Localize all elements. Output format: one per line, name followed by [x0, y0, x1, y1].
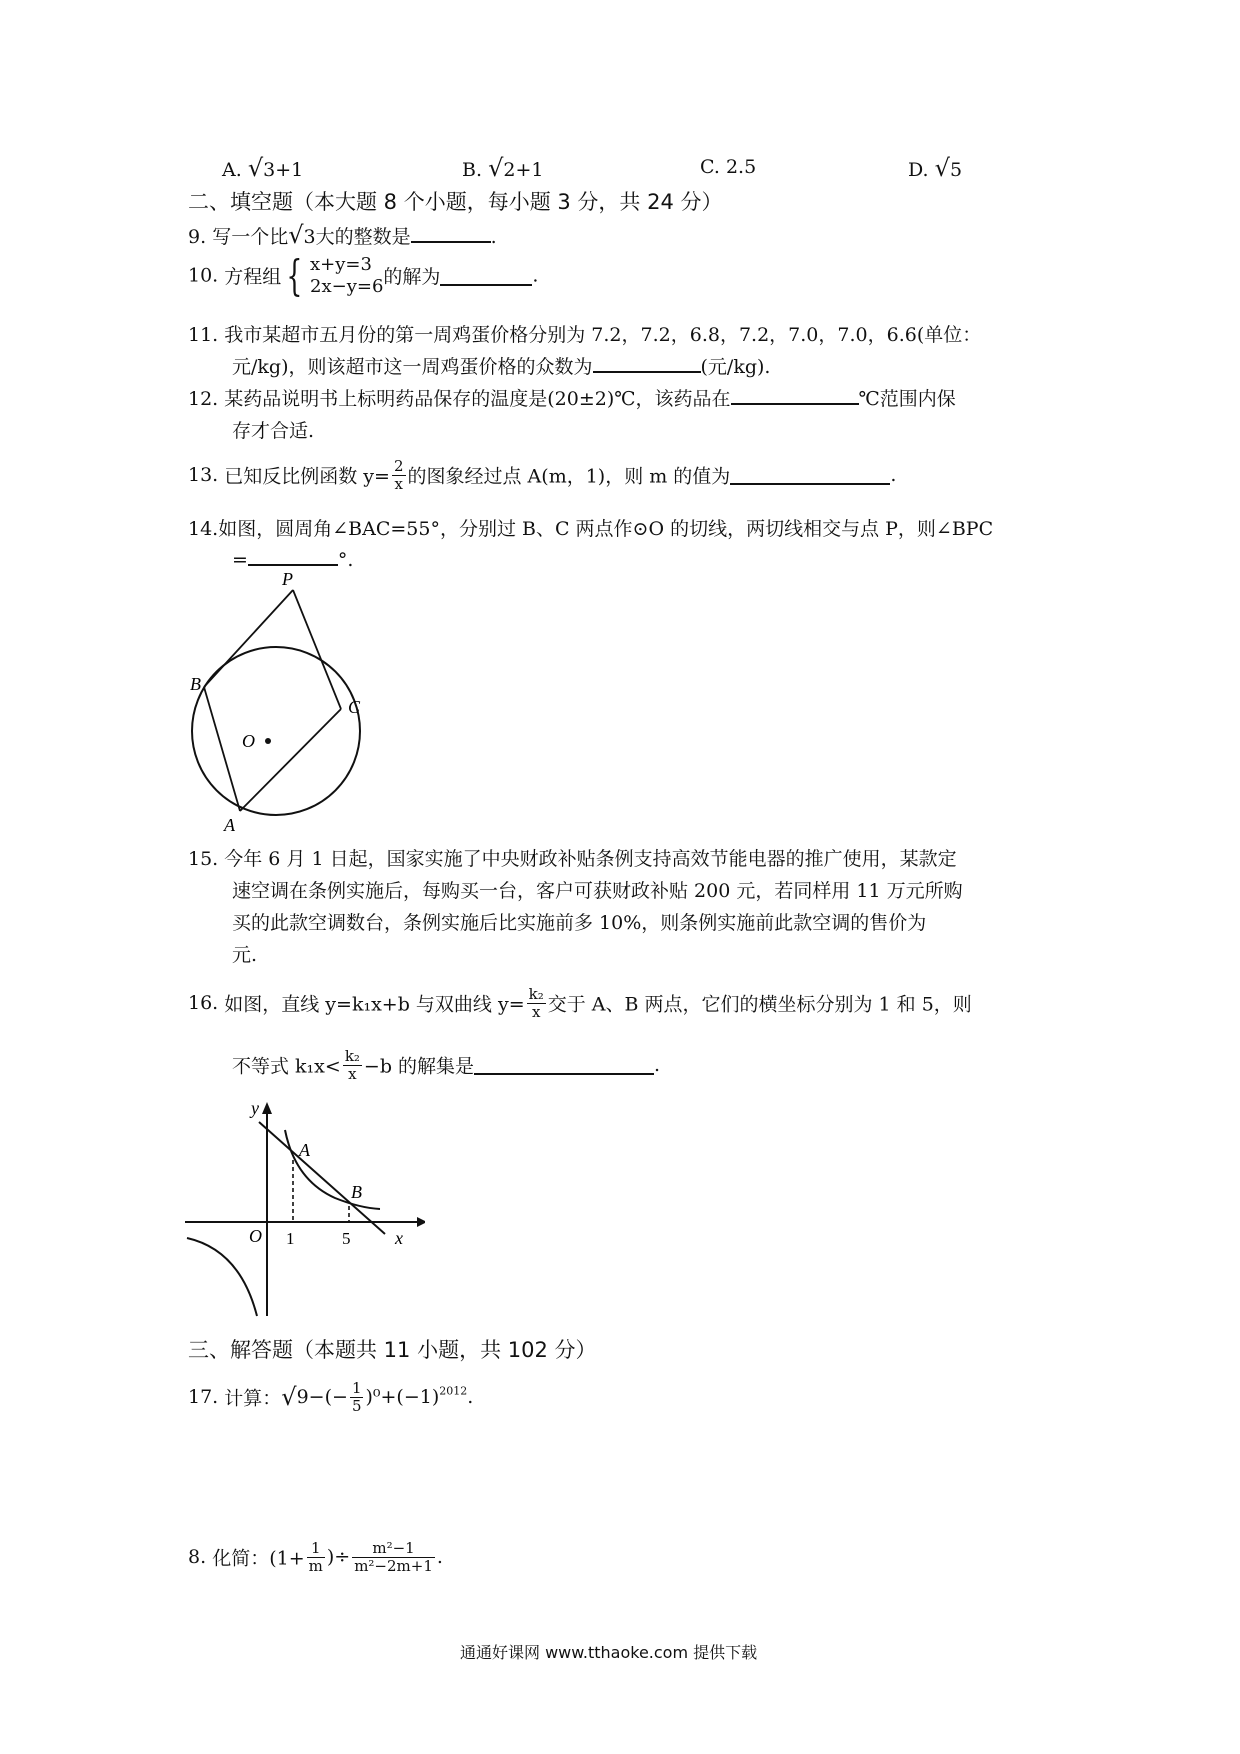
- fraction-numerator: m²−1: [352, 1540, 435, 1558]
- answer-blank: [248, 546, 338, 566]
- q14-line-2a: =: [232, 549, 248, 571]
- q16-end: .: [654, 1054, 661, 1076]
- equation-1: x+y=3: [310, 254, 372, 275]
- q12-line-1a: 某药品说明书上标明药品保存的温度是(20±2)℃，该药品在: [224, 388, 731, 410]
- sqrt-icon: √: [488, 154, 504, 182]
- fraction-numerator: k₂: [344, 1047, 360, 1065]
- q15-number: 15.: [188, 848, 219, 870]
- answer-blank: [411, 223, 491, 243]
- answer-blank: [730, 465, 890, 485]
- option-a-value: 3+1: [263, 159, 304, 181]
- q9-end: .: [490, 226, 497, 248]
- question-10: [188, 250, 539, 300]
- q16-line-2a: 不等式 k₁x<: [232, 1055, 341, 1078]
- hyperbola-branch-2: [187, 1238, 257, 1316]
- option-b-label: B.: [462, 159, 483, 181]
- q16-number: 16.: [188, 992, 219, 1014]
- option-c: [700, 156, 756, 178]
- label-c: C: [348, 697, 361, 717]
- option-a-label: A.: [222, 159, 242, 181]
- section3-heading: 三、解答题（本题共 11 小题，共 102 分）: [188, 1338, 597, 1362]
- q14-line-2b: °.: [337, 549, 354, 571]
- q10-end: .: [532, 264, 539, 287]
- q17-text-b: −(−: [308, 1386, 348, 1408]
- q18-text-a: 化简：(1+: [212, 1547, 305, 1570]
- q18-end: .: [436, 1546, 443, 1568]
- center-dot: [265, 738, 271, 744]
- q13-number: 13.: [188, 464, 219, 486]
- label-b: B: [190, 674, 201, 694]
- chord-ab: [204, 687, 240, 811]
- q11-line-2b: (元/kg).: [700, 356, 771, 378]
- equation-system: [310, 254, 383, 297]
- q15-line-2: 速空调在条例实施后，每购买一台，客户可获财政补贴 200 元，若同样用 11 万元所购: [232, 880, 963, 902]
- q17-text-a: 计算：: [224, 1387, 282, 1410]
- q9-radicand: 3: [303, 226, 316, 248]
- q14-line-1: 如图，圆周角∠BAC=55°，分别过 B、C 两点作⊙O 的切线，两切线相交与点 P，则∠BPC: [218, 518, 994, 540]
- q16-line-2b: −b 的解集是: [363, 1055, 475, 1078]
- q15-line-1: 今年 6 月 1 日起，国家实施了中央财政补贴条例支持高效节能电器的推广使用，某款定: [224, 848, 957, 870]
- tangent-line-b: [204, 590, 293, 687]
- label-origin: O: [249, 1226, 262, 1246]
- fraction-numerator: 2: [393, 457, 404, 475]
- label-p: P: [282, 569, 293, 589]
- fraction-denominator: m: [308, 1556, 323, 1575]
- fraction-denominator: x: [348, 1064, 357, 1083]
- q17-radicand: 9: [296, 1386, 309, 1408]
- fraction-numerator: 1: [307, 1540, 325, 1558]
- question-9: [188, 222, 497, 249]
- option-c-value: 2.5: [725, 156, 757, 178]
- answer-blank: [440, 266, 532, 286]
- line-y-k1x-b: [259, 1122, 385, 1234]
- option-b-value: 2+1: [503, 159, 544, 181]
- q12-line-2: 存才合适.: [232, 420, 315, 442]
- label-x: x: [395, 1228, 403, 1248]
- label-y: y: [251, 1100, 259, 1118]
- sqrt-icon: √: [288, 221, 304, 249]
- hyperbola-line-figure: [185, 1100, 425, 1325]
- fraction: [350, 1380, 364, 1414]
- option-b: [462, 156, 543, 181]
- equation-2: 2x−y=6: [310, 275, 384, 297]
- y-axis-arrow-icon: [262, 1102, 272, 1114]
- fraction-denominator: x: [531, 1002, 541, 1021]
- option-a: [222, 156, 303, 181]
- chord-ac: [240, 709, 341, 811]
- question-18: [188, 1540, 443, 1574]
- q13-end: .: [890, 464, 897, 486]
- q16-line-1b: 交于 A、B 两点，它们的横坐标分别为 1 和 5，则: [547, 993, 972, 1016]
- q9-text-b: 大的整数是: [315, 226, 411, 248]
- q10-text-b: 的解为: [383, 266, 441, 289]
- sqrt-icon: √: [934, 154, 950, 182]
- q17-exponent: 2012: [439, 1384, 468, 1398]
- section2-heading: 二、填空题（本大题 8 个小题，每小题 3 分，共 24 分）: [188, 190, 723, 214]
- label-point-a: A: [299, 1140, 310, 1160]
- footer-text: 通通好课网 www.tthaoke.com 提供下载: [460, 1643, 758, 1662]
- fraction: [527, 986, 546, 1020]
- q16-line-1a: 如图，直线 y=k₁x+b 与双曲线 y=: [224, 993, 525, 1016]
- answer-blank: [593, 353, 701, 373]
- fraction: [307, 1540, 325, 1574]
- option-d: [908, 156, 962, 181]
- question-15: [188, 844, 957, 871]
- fraction-denominator: x: [394, 474, 403, 493]
- q14-number: 14.: [188, 518, 219, 540]
- fraction: [343, 1048, 362, 1082]
- label-point-b: B: [351, 1182, 362, 1202]
- tangent-line-c: [293, 590, 341, 709]
- q18-number: 8.: [188, 1546, 207, 1568]
- answer-blank: [731, 385, 859, 405]
- q13-text-a: 已知反比例函数 y=: [224, 465, 390, 488]
- question-17: [188, 1380, 473, 1414]
- question-11-line-2: [232, 352, 770, 379]
- q12-line-1b: ℃范围内保: [858, 388, 956, 410]
- q15-line-3: 买的此款空调数台，条例实施后比实施前多 10%，则条例实施前此款空调的售价为: [232, 912, 927, 934]
- q17-text-c: )⁰+(−1): [365, 1386, 440, 1408]
- q15-line-4: 元.: [232, 944, 258, 966]
- fraction: [352, 1540, 435, 1574]
- question-13: [188, 458, 896, 492]
- question-14: [188, 514, 993, 541]
- q17-number: 17.: [188, 1386, 219, 1408]
- q13-text-b: 的图象经过点 A(m，1)，则 m 的值为: [407, 465, 731, 488]
- circle-tangent-figure: [180, 565, 380, 835]
- sqrt-icon: √: [247, 154, 264, 182]
- q11-line-1: 我市某超市五月份的第一周鸡蛋价格分别为 7.2，7.2，6.8，7.2，7.0，7.0，6.6(单位：: [224, 324, 982, 346]
- option-d-value: 5: [949, 159, 963, 181]
- fraction-numerator: 1: [351, 1379, 362, 1397]
- label-a: A: [224, 815, 235, 835]
- q9-number: 9.: [188, 226, 207, 248]
- question-16: [188, 986, 972, 1020]
- x-axis-arrow-icon: [417, 1217, 425, 1227]
- label-o: O: [242, 731, 255, 751]
- q17-end: .: [467, 1386, 474, 1408]
- q11-number: 11.: [188, 324, 219, 346]
- q10-text-a: 方程组: [224, 266, 282, 289]
- q12-number: 12.: [188, 388, 219, 410]
- question-11: [188, 320, 981, 347]
- answer-blank: [474, 1055, 654, 1075]
- q9-text-a: 写一个比: [212, 226, 289, 248]
- option-d-label: D.: [908, 159, 929, 181]
- fraction-denominator: 5: [351, 1396, 362, 1415]
- fraction-numerator: k₂: [528, 985, 544, 1003]
- q18-text-b: )÷: [326, 1546, 351, 1568]
- fraction: [392, 458, 406, 492]
- q11-line-2a: 元/kg)，则该超市这一周鸡蛋价格的众数为: [232, 356, 593, 378]
- tick-label-1: 1: [286, 1229, 295, 1248]
- brace-icon: {: [286, 250, 303, 300]
- sqrt-icon: √: [281, 1382, 297, 1411]
- q10-number: 10.: [188, 264, 219, 287]
- question-16-line-2: [232, 1048, 660, 1082]
- fraction-denominator: m²−2m+1: [354, 1556, 433, 1575]
- question-12: [188, 384, 956, 411]
- option-c-label: C.: [700, 156, 720, 178]
- tick-label-5: 5: [342, 1229, 351, 1248]
